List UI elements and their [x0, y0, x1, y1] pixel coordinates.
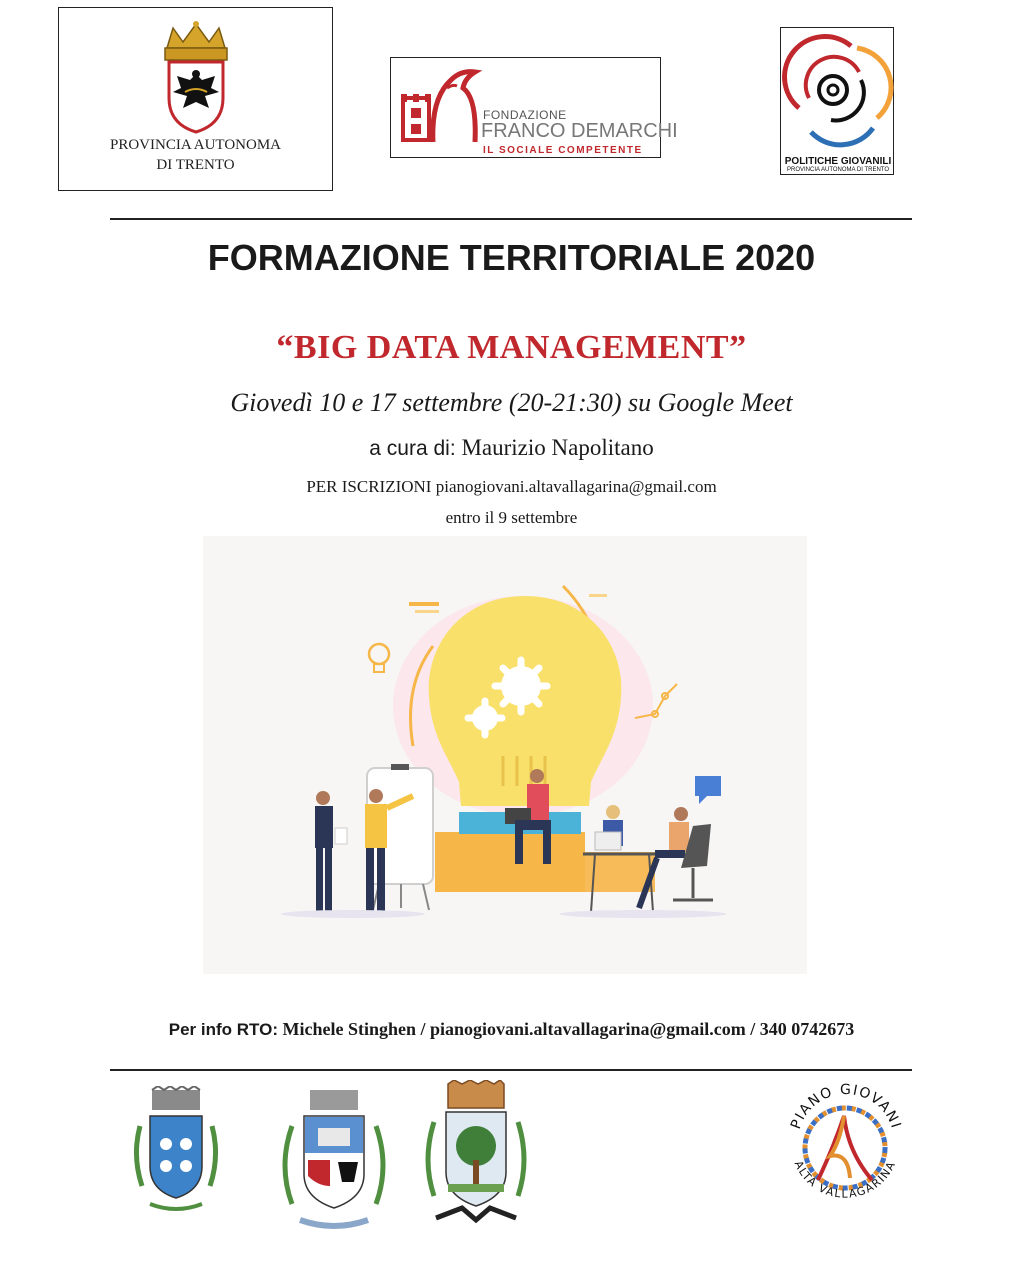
provincia-name-line2: DI TRENTO	[156, 157, 235, 173]
bottom-divider	[110, 1069, 912, 1071]
blue-shield-crest-icon	[130, 1086, 222, 1216]
piano-giovani-logo	[778, 1082, 912, 1212]
fondazione-name: FRANCO DEMARCHI	[481, 120, 678, 142]
fondazione-demarchi-logo	[390, 57, 678, 158]
piano-giovani-bottom-text: ALTA VALLAGARINA	[791, 1158, 899, 1201]
municipal-crest-3	[422, 1080, 530, 1232]
contact-info	[0, 1019, 1023, 1040]
municipal-crest-1	[130, 1086, 222, 1216]
tree-shield-crest-icon	[422, 1080, 530, 1232]
big-data-illustration	[203, 536, 807, 974]
spiral-emblem-icon	[781, 28, 895, 176]
castle-shield-crest-icon	[278, 1086, 390, 1232]
politiche-giovanili-logo	[780, 27, 894, 175]
provincia-trento-logo	[58, 7, 333, 191]
lightbulb-teamwork-icon	[203, 536, 807, 974]
curator-line	[0, 435, 1023, 461]
signup-line: PER ISCRIZIONI pianogiovani.altavallagarina@gmail.com	[306, 477, 717, 496]
top-divider	[110, 218, 912, 220]
deadline-line: entro il 9 settembre	[445, 508, 578, 527]
politiche-sublabel: PROVINCIA AUTONOMA DI TRENTO	[786, 167, 890, 173]
piano-giovani-emblem-icon	[778, 1082, 912, 1212]
page-title: FORMAZIONE TERRITORIALE 2020	[207, 237, 816, 278]
course-title: “BIG DATA MANAGEMENT”	[276, 329, 747, 366]
municipal-crest-2	[278, 1086, 390, 1232]
curator-label: a cura di:	[369, 437, 456, 460]
provincia-name-line1: PROVINCIA AUTONOMA	[110, 137, 281, 153]
schedule-line: Giovedì 10 e 17 settembre (20-21:30) su Google Meet	[230, 388, 793, 417]
curator-name: Maurizio Napolitano	[461, 435, 654, 460]
contact-text: Michele Stinghen / pianogiovani.altavallagarina@gmail.com / 340 0742673	[282, 1019, 855, 1039]
fondazione-tagline: IL SOCIALE COMPETENTE	[483, 145, 643, 156]
piano-giovani-top-text: PIANO GIOVANI	[788, 1082, 904, 1132]
fondazione-label: FONDAZIONE	[483, 108, 567, 122]
politiche-label: POLITICHE GIOVANILI	[784, 156, 892, 167]
contact-label: Per info RTO:	[168, 1020, 278, 1039]
